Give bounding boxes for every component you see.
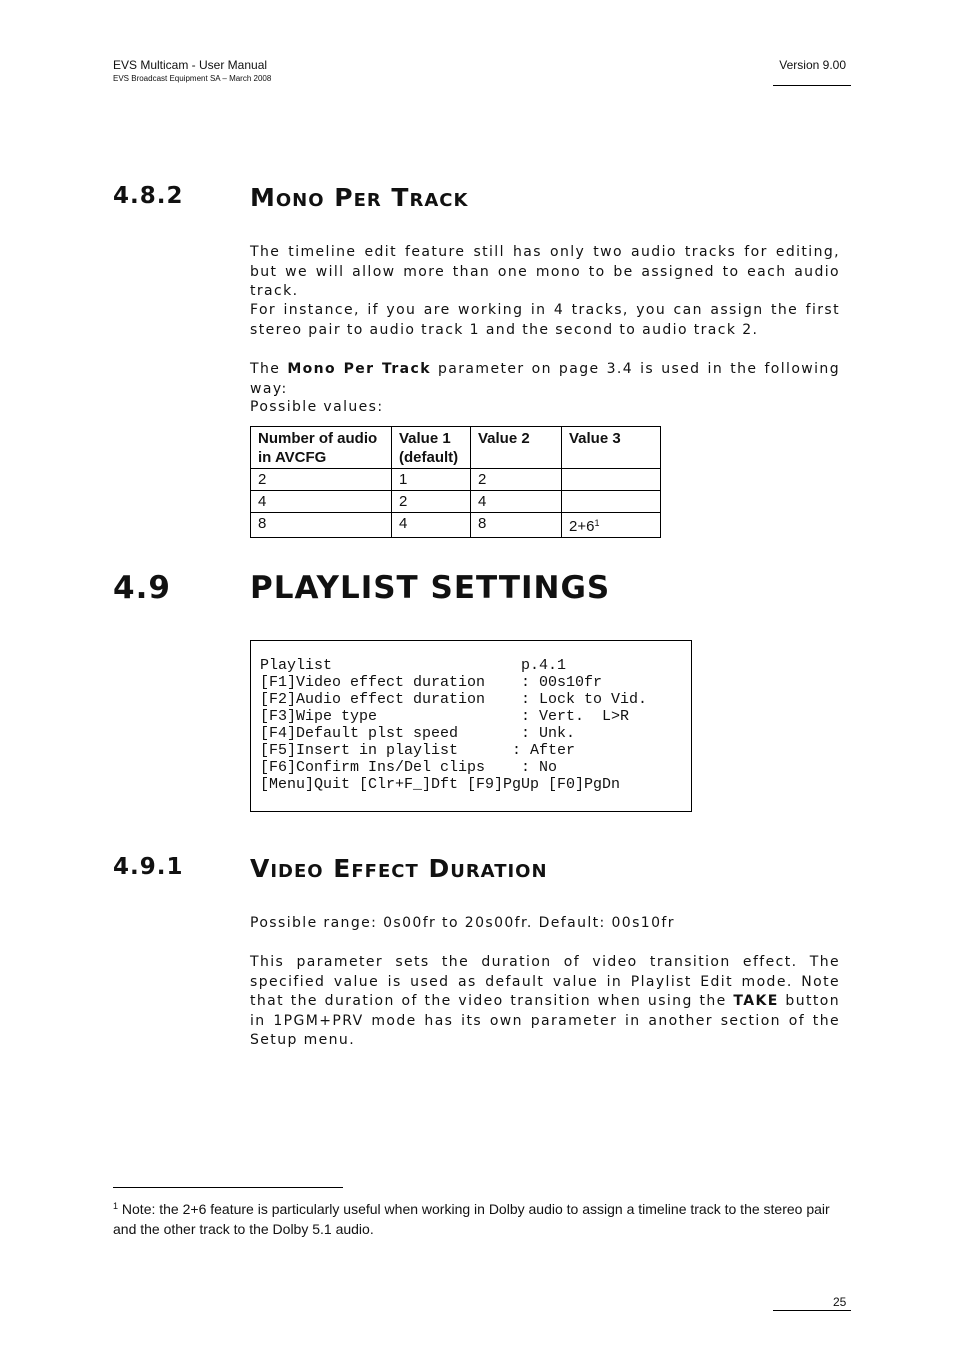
table-header: Number of audio in AVCFG <box>251 427 392 469</box>
table-cell <box>562 469 661 491</box>
section-heading-4-9 <box>113 570 813 614</box>
header-divider <box>773 85 851 86</box>
table-cell: 8 <box>251 513 392 538</box>
parameter-name: Mono Per Track <box>287 361 431 377</box>
button-name: TAKE <box>733 993 779 1009</box>
document-title: EVS Multicam - User Manual <box>113 58 268 72</box>
table-cell: 2 <box>251 469 392 491</box>
screen-line: Playlist p.4.1 <box>260 657 567 674</box>
footnote-text: Note: the 2+6 feature is particularly useful when working in Dolby audio to assign a timeline track to the stereo pair and the other track to the Dolby 5.1 audio. <box>113 1201 830 1237</box>
section-number: 4.8.2 <box>113 183 184 209</box>
table-cell: 4 <box>471 491 562 513</box>
section-number: 4.9 <box>113 570 171 606</box>
table-cell: 1 <box>392 469 471 491</box>
section-title: Video Effect Duration <box>250 854 548 883</box>
section-title: Mono Per Track <box>250 183 469 212</box>
paragraph-text: button in 1PGM+PRV mode has its own parameter in another section of the Setup menu. <box>250 993 840 1048</box>
table-cell: 4 <box>392 513 471 538</box>
screen-line: [F6]Confirm Ins/Del clips : No <box>260 759 558 776</box>
footnote-marker: 1 <box>113 1201 119 1211</box>
page-number-rule <box>773 1310 851 1311</box>
document-subtitle: EVS Broadcast Equipment SA – March 2008 <box>113 74 272 83</box>
screen-line: [Menu]Quit [Clr+F_]Dft [F9]PgUp [F0]PgDn <box>260 776 621 793</box>
table-cell-value: 2+6 <box>569 518 595 535</box>
screen-line: [F1]Video effect duration : 00s10fr <box>260 674 603 691</box>
paragraph-text: The <box>250 361 288 377</box>
section-heading-4-8-2 <box>113 183 813 215</box>
table-cell: 2 <box>392 491 471 513</box>
footnote-divider <box>113 1187 343 1188</box>
paragraph: For instance, if you are working in 4 tracks, you can assign the first stereo pair to audio track 1 and the second to audio track 2. <box>250 302 840 338</box>
screen-line: [F3]Wipe type : Vert. L>R <box>260 708 630 725</box>
screen-line: [F2]Audio effect duration : Lock to Vid. <box>260 691 648 708</box>
document-version: Version 9.00 <box>779 58 846 72</box>
table-cell <box>562 491 661 513</box>
section-title: PLAYLIST SETTINGS <box>250 570 611 606</box>
table-row <box>251 469 661 491</box>
paragraph-text: parameter on page 3.4 is used in the following way: <box>250 361 840 397</box>
section-number: 4.9.1 <box>113 854 184 880</box>
paragraph <box>250 360 840 399</box>
paragraph-text: This parameter sets the duration of video transition effect. The specified value is used as default value in Playlist Edit mode. Note that the duration of the video transition when using the <box>250 954 840 1009</box>
footnote <box>113 1197 843 1239</box>
table-cell: 8 <box>471 513 562 538</box>
values-table <box>250 426 661 538</box>
table-row <box>251 513 661 538</box>
table-header: Value 1 (default) <box>392 427 471 469</box>
possible-values-label: Possible values: <box>250 399 384 415</box>
setup-menu-screen <box>250 640 692 812</box>
table-header: Value 3 <box>562 427 661 469</box>
paragraph <box>250 953 840 1051</box>
page-number: 25 <box>833 1295 847 1309</box>
footnote-reference[interactable]: 1 <box>594 518 600 528</box>
screen-line: [F4]Default plst speed : Unk. <box>260 725 576 742</box>
table-header: Value 2 <box>471 427 562 469</box>
table-row <box>251 491 661 513</box>
screen-line: [F5]Insert in playlist : After <box>260 742 576 759</box>
section-heading-4-9-1 <box>113 854 813 886</box>
possible-range: Possible range: 0s00fr to 20s00fr. Default: 00s10fr <box>250 915 675 931</box>
paragraph: The timeline edit feature still has only two audio tracks for editing, but we will allow more than one mono to be assigned to each audio track. <box>250 244 840 299</box>
table-cell: 4 <box>251 491 392 513</box>
table-cell: 2 <box>471 469 562 491</box>
table-header-row <box>251 427 661 469</box>
table-cell <box>562 513 661 538</box>
